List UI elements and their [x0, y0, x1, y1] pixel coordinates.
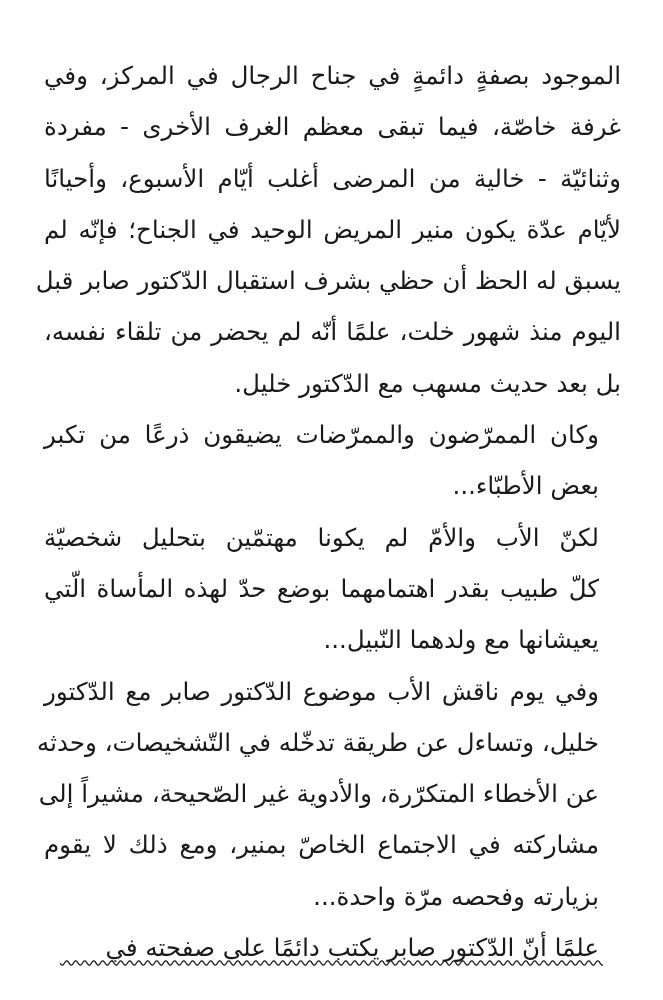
wavy-divider [60, 958, 603, 968]
paragraph [44, 409, 621, 512]
body-text [35, 50, 621, 973]
text-line: بعض الأطبّاء... [452, 471, 599, 501]
text-line: علمًا أنّ الدّكتور صابر يكتب دائمًا على صفحته في [105, 933, 599, 963]
text-line: وفي يوم ناقش الأب موضوع الدّكتور صابر مع الدّكتور [44, 676, 599, 706]
text-line: بزيارته وفحصه مرّة واحدة... [313, 881, 599, 911]
text-line: وكان الممرّضون والممرّضات يضيقون ذرعًا من تكبر [44, 420, 599, 450]
text-line: لأيّام عدّة يكون منير المريض الوحيد في الجناح؛ فإنّه لم [44, 214, 621, 244]
text-line: مشاركته في الاجتماع الخاصّ بمنير، ومع ذلك لا يقوم [44, 830, 599, 860]
text-line: يسبق له الحظ أن حظي بشرف استقبال الدّكتور صابر قبل [35, 266, 621, 296]
text-line: بل بعد حديث مسهب مع الدّكتور خليل. [234, 368, 621, 398]
text-line: لكنّ الأب والأمّ لم يكونا مهتمّين بتحليل شخصيّة [44, 522, 599, 552]
text-line: كلّ طبيب بقدر اهتمامهما بوضع حدّ لهذه المأساة الّتي [44, 573, 599, 603]
paragraph [44, 512, 621, 666]
text-line: خليل، وتساءل عن طريقة تدخّله في التّشخيصات، وحدثه [37, 727, 599, 757]
paragraph [35, 50, 621, 409]
text-line: اليوم منذ شهور خلت، علمًا أنّه لم يحضر من تلقاء نفسه، [44, 317, 621, 347]
text-line: وثنائيّة - خالية من المرضى أغلب أيّام الأسبوع، وأحيانًا [44, 163, 621, 193]
text-line: يعيشانها مع ولدهما النّبيل... [323, 625, 599, 655]
text-line: غرفة خاصّة، فيما تبقى معظم الغرف الأخرى - مفردة [44, 112, 621, 142]
paragraph [37, 666, 621, 922]
text-line: الموجود بصفةٍ دائمةٍ في جناح الرجال في المركز، وفي [44, 61, 621, 90]
text-line: عن الأخطاء المتكرّرة، والأدوية غير الصّحيحة، مشيراً إلى [38, 779, 599, 809]
